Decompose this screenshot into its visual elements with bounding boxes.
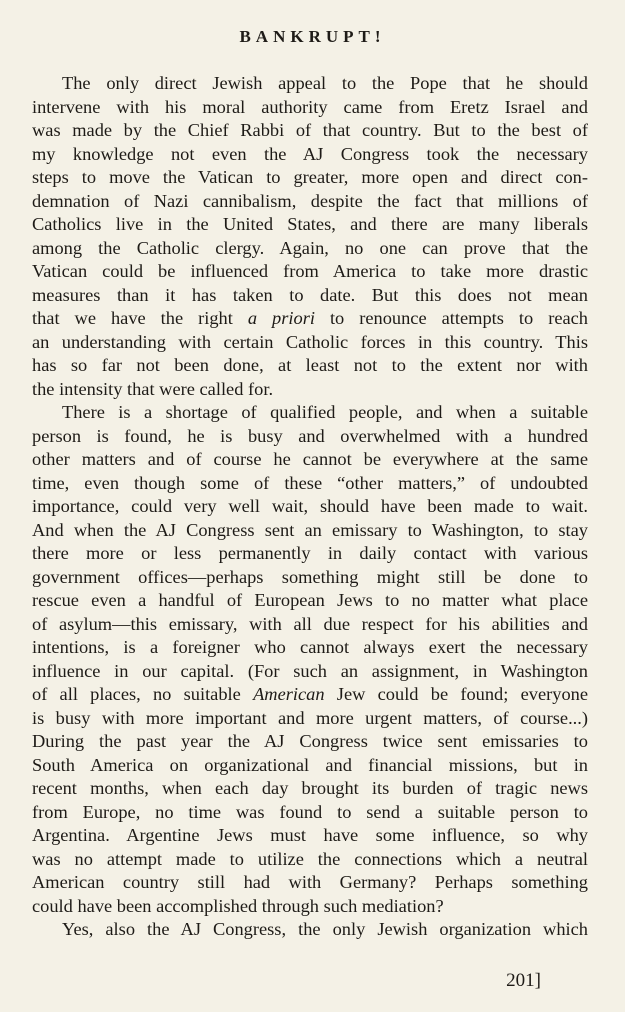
- text-line: of asylum—this emissary, with all due respect for his abilities and: [32, 613, 588, 634]
- text-line: Argentina. Argentine Jews must have some influence, so why: [32, 825, 588, 845]
- text-line: other matters and of course he cannot be everywhere at the same: [32, 449, 588, 469]
- text-segment: Jew could be found; everyone: [324, 684, 588, 704]
- text-line: Catholics live in the United States, and there are many liberals: [32, 214, 588, 234]
- text-segment: to renounce attempts to reach: [314, 308, 588, 328]
- text-line: Yes, also the AJ Congress, the only Jewish organization which: [62, 919, 588, 939]
- text-line: measures than it has taken to date. But this does not mean: [32, 284, 588, 305]
- text-line: person is found, he is busy and overwhelmed with a hundred: [32, 425, 588, 446]
- text-line: is busy with more important and more urgent matters, of course...): [32, 707, 588, 728]
- text-segment: of all places, no suitable: [32, 684, 254, 704]
- running-head: BANKRUPT!: [239, 27, 386, 46]
- text-line: steps to move the Vatican to greater, more open and direct con-: [32, 167, 588, 187]
- text-segment: that we have the right: [32, 308, 248, 328]
- text-line: time, even though some of these “other matters,” of undoubted: [32, 472, 588, 493]
- text-line: South America on organizational and financial missions, but in: [32, 754, 588, 775]
- text-line: And when the AJ Congress sent an emissary to Washington, to stay: [32, 519, 588, 540]
- text-line: demnation of Nazi cannibalism, despite the fact that millions of: [32, 190, 588, 211]
- text-line: The only direct Jewish appeal to the Pope that he should: [62, 73, 588, 93]
- text-line: from Europe, no time was found to send a suitable person to: [32, 801, 588, 822]
- text-line: There is a shortage of qualified people, and when a suitable: [62, 402, 588, 422]
- text-line: has so far not been done, at least not to the extent nor with: [32, 355, 588, 375]
- text-line: importance, could very well wait, should have been made to wait.: [32, 496, 588, 516]
- text-line-with-italic: [32, 683, 588, 707]
- text-line: Vatican could be influenced from America to take more drastic: [32, 261, 588, 281]
- italic-term: American: [253, 684, 325, 704]
- text-line: intervene with his moral authority came from Eretz Israel and: [32, 96, 588, 117]
- text-line: rescue even a handful of European Jews to no matter what place: [32, 590, 588, 610]
- italic-term: a priori: [247, 308, 315, 328]
- text-line: among the Catholic clergy. Again, no one can prove that the: [32, 237, 588, 258]
- text-line: was made by the Chief Rabbi of that country. But to the best of: [32, 120, 588, 140]
- text-line: there more or less permanently in daily contact with various: [32, 543, 588, 563]
- text-line: the intensity that were called for.: [32, 378, 274, 399]
- text-line: American country still had with Germany? Perhaps something: [32, 872, 588, 892]
- text-line: influence in our capital. (For such an assignment, in Washington: [32, 660, 588, 681]
- text-line: was no attempt made to utilize the connections which a neutral: [32, 848, 588, 869]
- text-line: intentions, is a foreigner who cannot always exert the necessary: [32, 637, 588, 657]
- text-line: could have been accomplished through such mediation?: [32, 895, 444, 916]
- text-line: my knowledge not even the AJ Congress took the necessary: [32, 143, 588, 164]
- text-line: During the past year the AJ Congress twice sent emissaries to: [32, 731, 588, 751]
- text-line: government offices—perhaps something might still be done to: [32, 566, 588, 587]
- text-line: recent months, when each day brought its burden of tragic news: [32, 778, 588, 798]
- body-text: [32, 72, 588, 942]
- text-line-with-italic: [32, 307, 588, 331]
- text-line: an understanding with certain Catholic forces in this country. This: [32, 331, 588, 352]
- page-number: 201]: [506, 970, 541, 991]
